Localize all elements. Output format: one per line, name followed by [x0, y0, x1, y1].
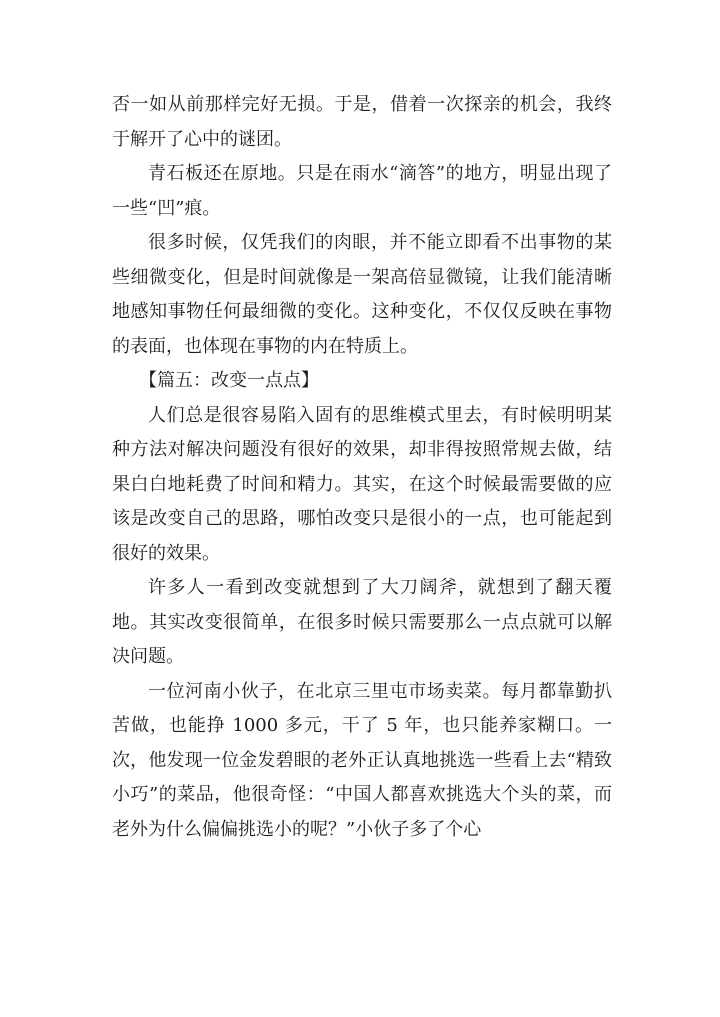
document-page	[112, 88, 612, 847]
paragraph-henan-vendor: 一位河南小伙子，在北京三里屯市场卖菜。每月都靠勤扒苦做，也能挣 1000 多元，干了 5 年，也只能养家糊口。一次，他发现一位金发碧眼的老外正认真地挑选一些看上去“精致小巧”的菜品，他很奇怪：“中国人都喜欢挑选大个头的菜，而老外为什么偏偏挑选小的呢？”小伙子多了个心	[112, 680, 612, 840]
paragraph-subtle-change: 很多时候，仅凭我们的肉眼，并不能立即看不出事物的某些细微变化，但是时间就像是一架高倍显微镜，让我们能清晰地感知事物任何最细微的变化。这种变化，不仅仅反映在事物的表面，也体现在事物的内在特质上。	[112, 232, 612, 357]
paragraph-continued: 否一如从前那样完好无损。于是，借着一次探亲的机会，我终于解开了心中的谜团。	[112, 94, 612, 150]
paragraph-small-change: 许多人一看到改变就想到了大刀阔斧，就想到了翻天覆地。其实改变很简单，在很多时候只需要那么一点点就可以解决问题。	[112, 577, 612, 667]
paragraph-thinking-patterns: 人们总是很容易陷入固有的思维模式里去，有时候明明某种方法对解决问题没有很好的效果，却非得按照常规去做，结果白白地耗费了时间和精力。其实，在这个时候最需要做的应该是改变自己的思路，哪怕改变只是很小的一点，也可能起到很好的效果。	[112, 404, 612, 564]
paragraph-bluestone: 青石板还在原地。只是在雨水“滴答”的地方，明显出现了一些“凹”痕。	[112, 163, 612, 219]
section-heading: 【篇五：改变一点点】	[139, 370, 319, 391]
